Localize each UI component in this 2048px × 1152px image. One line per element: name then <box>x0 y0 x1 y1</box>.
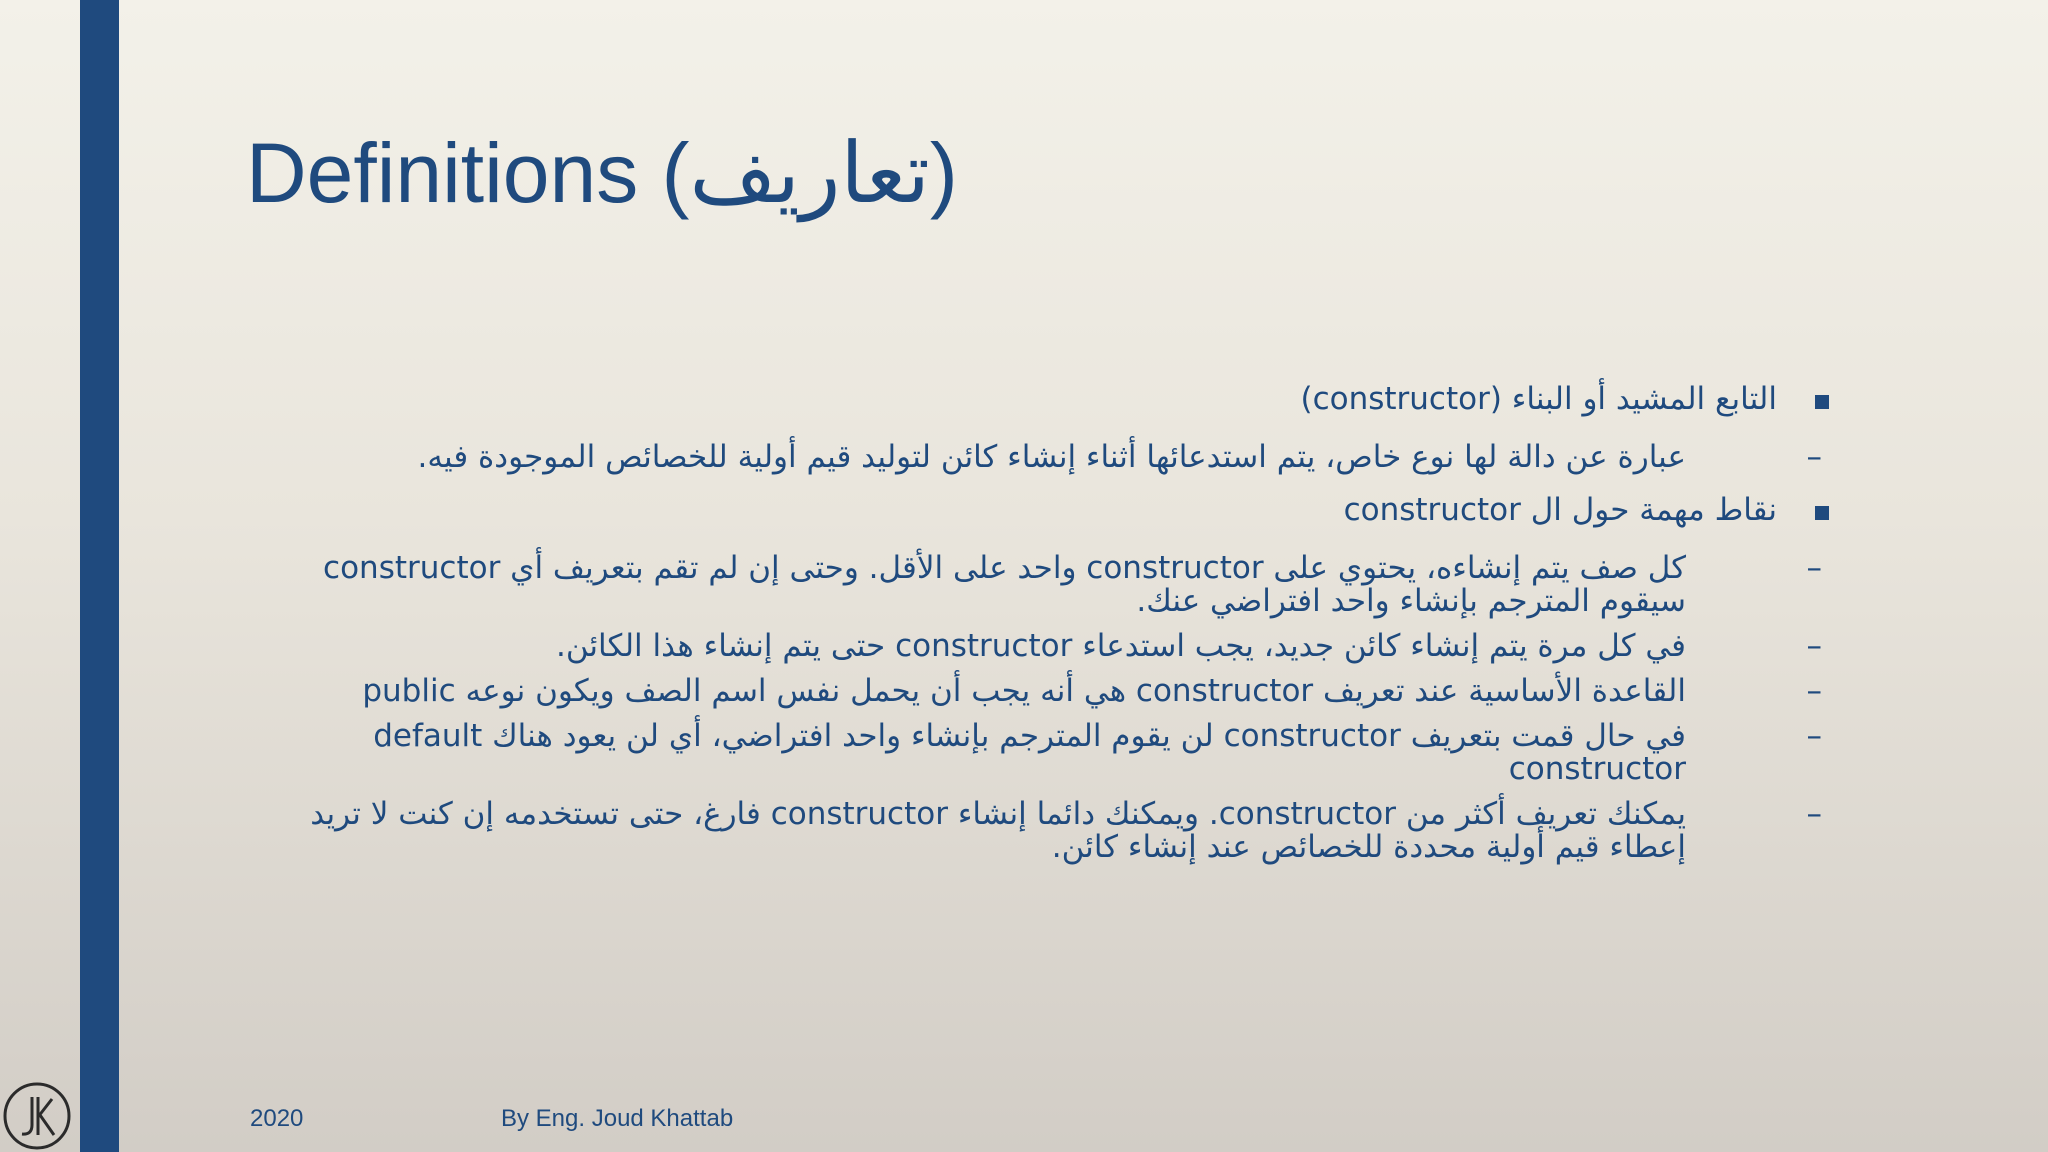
accent-bar <box>80 0 119 1152</box>
dash-marker: – <box>1806 439 1822 475</box>
dash-marker: – <box>1806 550 1822 586</box>
slide-content <box>240 375 1850 876</box>
jk-logo-icon <box>2 1081 72 1151</box>
bullet-constructor-definition <box>240 375 1850 423</box>
sub-item-text: كل صف يتم إنشاءه، يحتوي على constructor واحد على الأقل. وحتى إن لم تقم بتعريف أي constructor سيقوم المترجم بإنشاء واحد افتراضي عنك. <box>323 550 1686 619</box>
footer-year: 2020 <box>250 1105 304 1132</box>
sub-item-text: يمكنك تعريف أكثر من constructor. ويمكنك دائما إنشاء constructor فارغ، حتى تستخدمه إن كنت لا تريد إعطاء قيم أولية محددة للخصائص عند إنشاء كائن. <box>310 796 1686 865</box>
sub-item-text: في حال قمت بتعريف constructor لن يقوم المترجم بإنشاء واحد افتراضي، أي لن يعود هناك default constructor <box>373 718 1686 787</box>
dash-marker: – <box>1806 673 1822 709</box>
bullet-text: التابع المشيد أو البناء (constructor) <box>1300 381 1777 417</box>
dash-marker: – <box>1806 718 1822 754</box>
sub-item-text: عبارة عن دالة لها نوع خاص، يتم استدعائها أثناء إنشاء كائن لتوليد قيم أولية للخصائص الموجودة فيه. <box>417 439 1686 475</box>
sub-item <box>240 798 1850 864</box>
square-bullet-icon <box>1815 506 1829 520</box>
sub-item <box>240 720 1850 786</box>
sub-item-text: القاعدة الأساسية عند تعريف constructor هي أنه يجب أن يحمل نفس اسم الصف ويكون نوعه public <box>362 673 1686 709</box>
slide-title: Definitions (تعاريف) <box>246 126 958 220</box>
bullet-text: نقاط مهمة حول ال constructor <box>1343 492 1777 528</box>
sub-item <box>240 630 1850 663</box>
dash-marker: – <box>1806 628 1822 664</box>
sub-item <box>240 441 1850 474</box>
footer-author: By Eng. Joud Khattab <box>501 1105 734 1132</box>
dash-marker: – <box>1806 796 1822 832</box>
sub-item <box>240 552 1850 618</box>
sub-item <box>240 675 1850 708</box>
sub-item-text: في كل مرة يتم إنشاء كائن جديد، يجب استدعاء constructor حتى يتم إنشاء هذا الكائن. <box>555 628 1686 664</box>
bullet-constructor-notes <box>240 486 1850 534</box>
square-bullet-icon <box>1815 395 1829 409</box>
